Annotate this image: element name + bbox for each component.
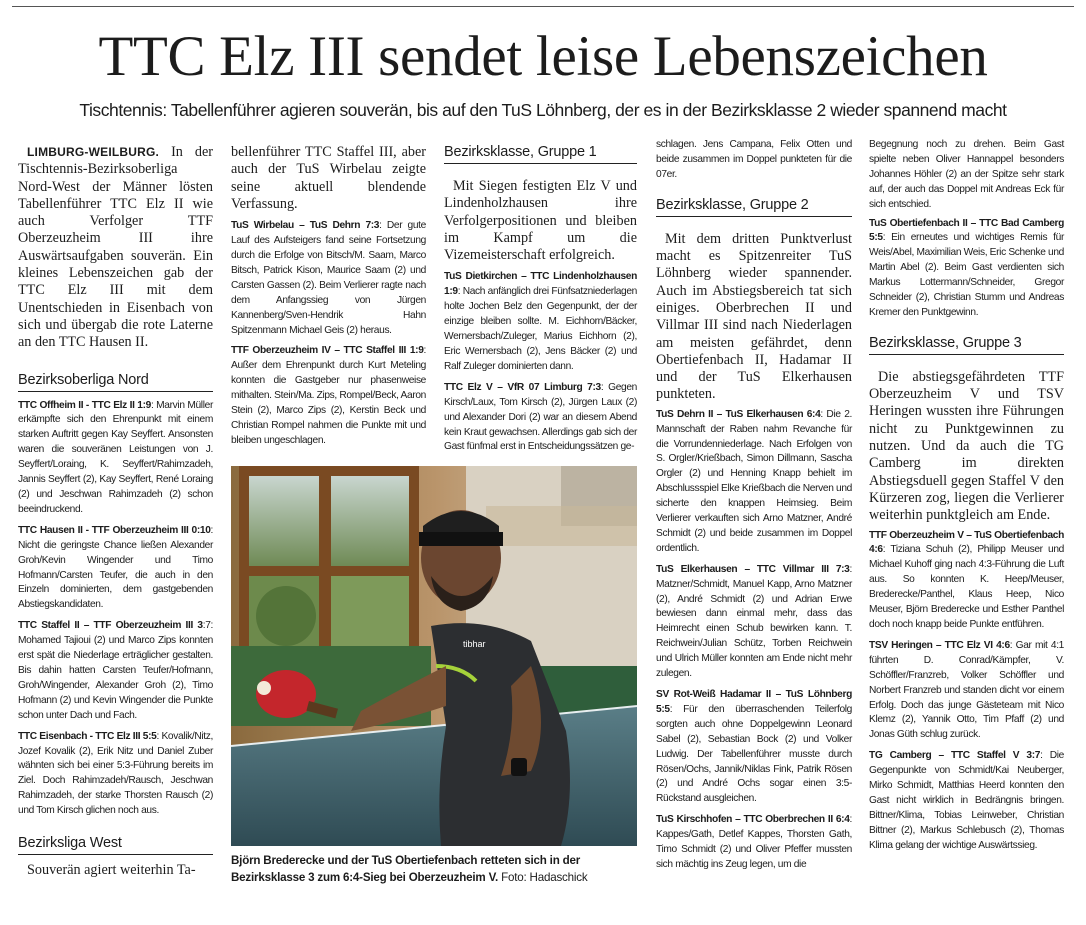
column-5 — [869, 138, 1064, 854]
match-report — [656, 688, 852, 807]
match-text: : Der gute Lauf des Aufsteigers fand seine Fortsetzung durch die Erfolge von Bitsch/M. Saam, Marco Bitsch, Patrick Kison, Maurice Saam (2) und Carsten Gassen (2). Beim Verlierer ragte nach dem Anfangssieg von Jürgen Kannenberg/Sven-Hendrik Hahn Spitzenmann Michael Geis (2) heraus. — [231, 220, 426, 336]
match-title: TSV Heringen – TTC Elz VI 4:6 — [869, 639, 1010, 651]
match-report — [869, 749, 1064, 853]
match-text: : Matzner/Schmidt, Manuel Kapp, Arno Matzner (2), André Schmidt (2) und Adrian Erwe bewiesen dann einmal mehr, dass das Heimrecht einen Schub bewirken kann. T. Reichwein/Julian Schütz, Torben Reichwein und Ulrich Müller konnten am Ende nicht mehr zulegen. — [656, 563, 852, 680]
match-title: TTC Hausen II - TTF Oberzeuzheim III 0:10 — [18, 524, 211, 536]
match-text: : Die 2. Mannschaft der Raben nahm Revanche für die Vorrundenniederlage. Nach Erfolgen von S. Orgler/Krießbach, Simon Dillmann, Sascha Orgler (2) und Henning Knapp behielt im Abschlussspiel Elke Krießbach die Nerven und sicherte den knappen Heimsieg. Beim Verlierer verkauften sich Arno Matzner, André Schmidt (2) und beide zusammen im Doppel ordentlich. — [656, 408, 852, 554]
photo-credit: Foto: Hadaschick — [501, 871, 588, 884]
match-text: :7: Mohamed Tajioui (2) und Marco Zips konnten erst spät die Niederlage erträglicher gestalten. Bis dahin hatten Carsten Teufer/Hofmann, Groh/Wingender, Alexander Groh (2), Timo Hofmann (2) und Kevin Wingender die Punkte schon unter Dach und Fach. — [18, 620, 213, 721]
match-report — [656, 813, 852, 873]
match-report — [656, 408, 852, 557]
match-text: : Für den überraschenden Teilerfolg sorgten auch ohne Doppelgewinn Leonard Sabel (2), Sebastian Bock (2) und Volker Ludwig. Der Tabellenführer musste durch Rösen/Ochs, Jannik/Niklas Fink, Patrik Rösen (2) und André Ochs sogar einen 3:5-Rückstand ausgleichen. — [656, 703, 852, 805]
match-report — [869, 639, 1064, 743]
column-3 — [444, 144, 637, 455]
match-text: : Nicht die geringste Chance ließen Alexander Groh/Kevin Wingender und Timo Hofmann/Carsten Teufer, die auch in den Einzeln dominierten, dem gastgebenden Abstiegskandidaten. — [18, 524, 213, 611]
match-text: : Gegen Kirsch/Laux, Tom Kirsch (2), Jürgen Laux (2) und Alexander Dori (2) war an diesem Abend kein Kraut gewachsen. Allerdings gab sich der Gast fünfmal erst in Entscheidungssätzen ge- — [444, 381, 637, 453]
match-title: TuS Wirbelau – TuS Dehrn 7:3 — [231, 220, 380, 232]
column-4 — [656, 138, 852, 873]
match-title: TG Camberg – TTC Staffel V 3:7 — [869, 750, 1041, 762]
match-report — [231, 344, 426, 448]
match-report — [18, 399, 213, 518]
match-text: : Tiziana Schuh (2), Philipp Meuser und Michael Kuhoff ging nach 4:3-Führung die Luft aus. So konnten K. Heep/Meuser, Brederecke/Panthel, Klaus Heep, Nico Meuser, Björn Brederecke und Esther Panthel doch noch knapp beide Punkte entführen. — [869, 544, 1064, 630]
match-text: : Nach anfänglich drei Fünfsatzniederlagen holte Jochen Belz den Gegenpunkt, der der einzige bleiben sollte. M. Eichhorn/Bäcker, Wernersbach/Zuleger, Marius Eichhorn (2), Eric Wernersbach (2), Jens Bäcker (2) und Ralf Zuleger dominierten dann. — [444, 286, 637, 372]
match-title: TuS Kirschhofen – TTC Oberbrechen II 6:4 — [656, 814, 850, 826]
tail-text: Souverän agiert weiterhin Ta- — [27, 862, 196, 879]
intro-paragraph: Mit dem dritten Punktverlust macht es Spitzenreiter TuS Löhnberg wieder spannender. Auch im Abstiegsbereich tat sich einiges. Oberbrechen II und Villmar III sind nach Niederlagen am meisten gefährdet, denn Obertiefenbach II, Hadamar II und der TuS Elkerhausen punkteten. — [656, 230, 852, 403]
photo-caption — [231, 852, 637, 886]
match-report — [18, 619, 213, 723]
intro-paragraph: Mit Siegen festigten Elz V und Lindenholzhausen ihre Verfolgerpositionen und bleiben im Kampf um die Vizemeisterschaft erfolgreich. — [444, 178, 637, 264]
dateline: LIMBURG-WEILBURG. — [27, 145, 160, 159]
match-report — [444, 381, 637, 456]
top-rule — [12, 6, 1074, 7]
match-text: : Außer dem Ehrenpunkt durch Kurt Meteling konnten die Gastgeber nur phasenweise mithalten. Stein/Ma. Zips, Rompel/Beck, Aaron Stein (2), Marco Zips (2), Kerstin Beck und Christian Rompel nahmen die Punkte mit und bleiben ungeschlagen. — [231, 345, 426, 446]
continued-paragraph: schlagen. Jens Campana, Felix Otten und beide zusammen im Doppel punkteten für die 07er. — [656, 139, 852, 180]
match-report — [18, 730, 213, 819]
intro-paragraph — [18, 144, 213, 352]
match-title: TuS Elkerhausen – TTC Villmar III 7:3 — [656, 563, 850, 575]
match-title: TuS Obertiefenbach II – TTC Bad Camberg 5:5 — [869, 217, 1064, 244]
continued-paragraph: Begegnung noch zu drehen. Beim Gast spielte neben Oliver Hannappel besonders Johannes Höhler (2) an der Spitze sehr stark auf, der auch das Doppel mit Andreas Eck für sich entschied. — [869, 139, 1064, 210]
match-title: TTF Oberzeuzheim IV – TTC Staffel III 1:9 — [231, 345, 424, 357]
column-2 — [231, 144, 426, 449]
match-report — [656, 563, 852, 682]
match-text: : Ein erneutes und wichtiges Remis für Weis/Abel, Maximilian Weis, Eric Schenke und Martin Abel (2). Beim Gast verdienten sich Markus Lottermann/Schneider, Gregor Schneider (2), Christian Stumm und Andreas Kremer den Punktgewinn. — [869, 232, 1064, 318]
article-headline: TTC Elz III sendet leise Lebenszeichen — [98, 25, 988, 88]
match-title: TuS Dietkirchen – TTC Lindenholzhausen 1:9 — [444, 271, 637, 298]
continued-paragraph: bellenführer TTC Staffel III, aber auch der TuS Wirbelau zeigte seine aktuell blendende Verfassung. — [231, 144, 426, 212]
match-title: SV Rot-Weiß Hadamar II – TuS Löhnberg 5:5 — [656, 689, 852, 715]
match-report — [231, 219, 426, 338]
match-text: : Kovalik/Nitz, Jozef Kovalik (2), Erik Nitz und Daniel Zuber wähnten sich bei einer 5:3-Führung bereits im Ziel. Doch Rahimzadeh/Rausch, Jeschwan Rahimzadeh, der starke Thorsten Rausch (2) und Tom Kirsch glichen noch aus. — [18, 730, 213, 817]
article-photo — [231, 466, 637, 846]
match-title: TTF Oberzeuzheim V – TuS Obertiefenbach 4:6 — [869, 529, 1064, 556]
intro-text: In der Tischtennis-Bezirksoberliga Nord-West der Männer lösten Tabellenführer TTC Elz II wie auch Verfolger TTF Oberzeuzheim III ihre Auswärtsaufgaben souverän. Ein kleines Lebenszeichen gab der TTC Elz III mit dem Unentschieden in Eisenbach von sich und übergab die rote Laterne an den TTC Hausen II. — [18, 144, 213, 351]
match-report — [18, 524, 213, 613]
caption-text: Björn Brederecke und der TuS Obertiefenbach retteten sich in der Bezirksklasse 3 zum 6:4-Sieg bei Oberzeuzheim V. — [231, 854, 581, 884]
section-heading-gruppe-2: Bezirksklasse, Gruppe 2 — [656, 197, 852, 217]
column-1 — [18, 144, 213, 879]
match-title: TTC Staffel II – TTF Oberzeuzheim III 3 — [18, 620, 203, 632]
section-heading-gruppe-3: Bezirksklasse, Gruppe 3 — [869, 335, 1064, 355]
match-title: TTC Offheim II - TTC Elz II 1:9 — [18, 399, 151, 411]
match-text: : Die Gegenpunkte von Schmidt/Kai Neuberger, Mirko Schmidt, Matthias Heerd konnten den Gast nicht wirklich in Bedrängnis bringen. Bittner/Klima, Tobias Leinweber, Christian Bittner (2), Markus Schlebusch (2), Thomas Klima gelang der wichtige Auswärtssieg. — [869, 750, 1064, 851]
match-title: TTC Elz V – VfR 07 Limburg 7:3 — [444, 381, 601, 393]
intro-paragraph: Die abstiegsgefährdeten TTF Oberzeuzheim V und TSV Heringen wussten ihre Führungen nicht zu Punktgewinnen zu nutzen. Und da auch die TG Camberg im direkten Abstiegsduell gegen Staffel V den Kürzeren zog, liegen die Verlierer weiterhin punktgleich am Ende. — [869, 368, 1064, 524]
article-subheadline: Tischtennis: Tabellenführer agieren souverän, bis auf den TuS Löhnberg, der es in der Bezirksklasse 2 wieder spannend macht — [79, 100, 1007, 120]
match-report — [444, 270, 637, 374]
table-tennis-player-photo — [231, 466, 637, 846]
match-text: : Kappes/Gath, Detlef Kappes, Thorsten Gath, Timo Schmidt (2) und Oliver Pfeffer mussten sich mächtig ins Zeug legen, um die — [656, 814, 852, 870]
section-heading-bezirksoberliga: Bezirksoberliga Nord — [18, 372, 213, 392]
match-report — [869, 217, 1064, 321]
match-title: TTC Eisenbach - TTC Elz III 5:5 — [18, 730, 157, 742]
match-text: : Gar mit 4:1 führten D. Conrad/Kämpfer, V. Schöffler/Franzreb, Volker Schöffler und Norbert Franzreb und standen dicht vor einem Erfolg. Doch das junge Gästeteam mit Nico Klemz (2), Yannik Otto, Tim Pfaff (2) und Jonas Güth schlug zurück. — [869, 639, 1064, 741]
match-report — [869, 529, 1064, 633]
section-heading-bezirksliga: Bezirksliga West — [18, 835, 213, 855]
match-text: : Marvin Müller erkämpfte sich den Ehrenpunkt mit einem starken Auftritt gegen Kay Seyffert. Ansonsten waren die souveränen Leistungen von J. Seyffert/Loraing, K. Seyffert/Rahimzadeh, Jannis Seyffert (2), Kay Seyffert, René Loraing (2) und Jeschwan Rahimzadeh (2) schon beeindruckend. — [18, 399, 213, 515]
section-heading-gruppe-1: Bezirksklasse, Gruppe 1 — [444, 144, 637, 164]
shirt-brand: tibhar — [463, 639, 486, 649]
match-title: TuS Dehrn II – TuS Elkerhausen 6:4 — [656, 408, 821, 420]
